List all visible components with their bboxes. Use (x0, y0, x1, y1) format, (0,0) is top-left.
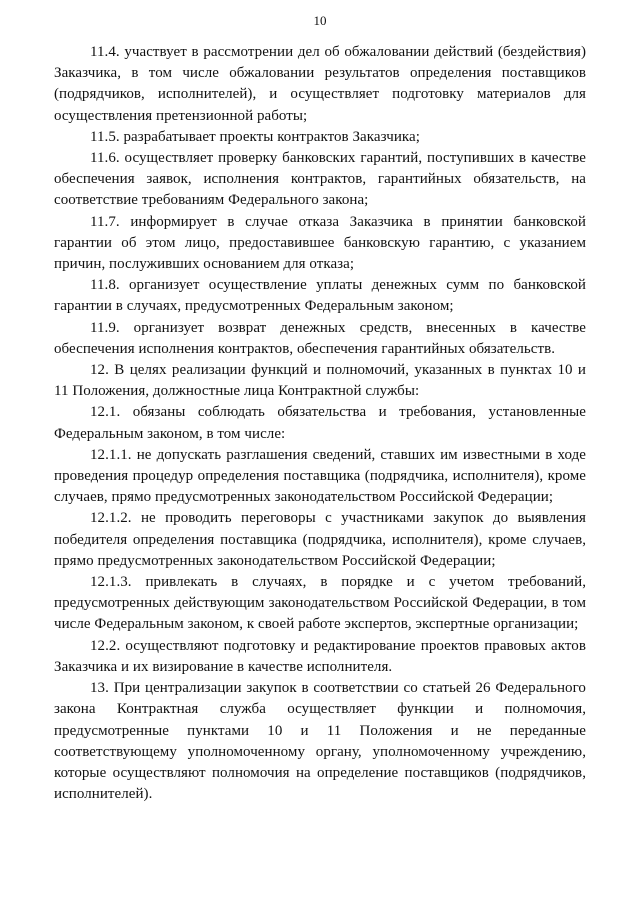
paragraph-11-5: 11.5. разрабатывает проекты контрактов Заказчика; (90, 128, 420, 145)
paragraph-12-1-1: 12.1.1. не допускать разглашения сведений, ставших им известными в ходе проведения процедур определения поставщика (подрядчика, исполнителя), кроме случаев, прямо предусмотренных законодательством Российской Федерации; (54, 446, 586, 506)
paragraph-12-1-3: 12.1.3. привлекать в случаях, в порядке и с учетом требований, предусмотренных действующим законодательством Российской Федерации, в том числе Федеральным законом, к своей работе экспертов, экспертные организации; (54, 574, 586, 633)
paragraph-12: 12. В целях реализации функций и полномочий, указанных в пунктах 10 и 11 Положения, должностные лица Контрактной службы: (54, 362, 586, 400)
paragraph-13: 13. При централизации закупок в соответствии со статьей 26 Федерального закона Контрактная служба осуществляет функции и полномочия, предусмотренные пунктами 10 и 11 Положения и не переданные соответствующему уполномоченному органу, уполномоченному учреждению, которые осуществляют полномочия на определение поставщиков (подрядчиков, исполнителей). (54, 680, 586, 803)
document-body (54, 42, 586, 805)
paragraph-11-4: 11.4. участвует в рассмотрении дел об обжаловании действий (бездействия) Заказчика, в том числе обжаловании результатов определения поставщиков (подрядчиков, исполнителей), и осуществляет подготовку материалов для осуществления претензионной работы; (54, 44, 586, 124)
paragraph-12-1-2: 12.1.2. не проводить переговоры с участниками закупок до выявления победителя определения поставщика (подрядчика, исполнителя), кроме случаев, прямо предусмотренных законодательством Российской Федерации; (54, 510, 586, 569)
paragraph-11-6: 11.6. осуществляет проверку банковских гарантий, поступивших в качестве обеспечения заявок, исполнения контрактов, гарантийных обязательств, на соответствие требованиям Федерального закона; (54, 150, 586, 209)
paragraph-12-2: 12.2. осуществляют подготовку и редактирование проектов правовых актов Заказчика и их визирование в качестве исполнителя. (54, 637, 586, 675)
page-number: 10 (313, 13, 327, 28)
paragraph-11-7: 11.7. информирует в случае отказа Заказчика в принятии банковской гарантии об этом лицо, предоставившее банковскую гарантию, с указанием причин, послуживших основанием для отказа; (54, 213, 586, 273)
paragraph-11-8: 11.8. организует осуществление уплаты денежных сумм по банковской гарантии в случаях, предусмотренных Федеральным законом; (54, 277, 586, 315)
paragraph-12-1: 12.1. обязаны соблюдать обязательства и требования, установленные Федеральным законом, в том числе: (54, 404, 586, 442)
paragraph-11-9: 11.9. организует возврат денежных средств, внесенных в качестве обеспечения исполнения контрактов, обеспечения гарантийных обязательств. (54, 319, 586, 357)
